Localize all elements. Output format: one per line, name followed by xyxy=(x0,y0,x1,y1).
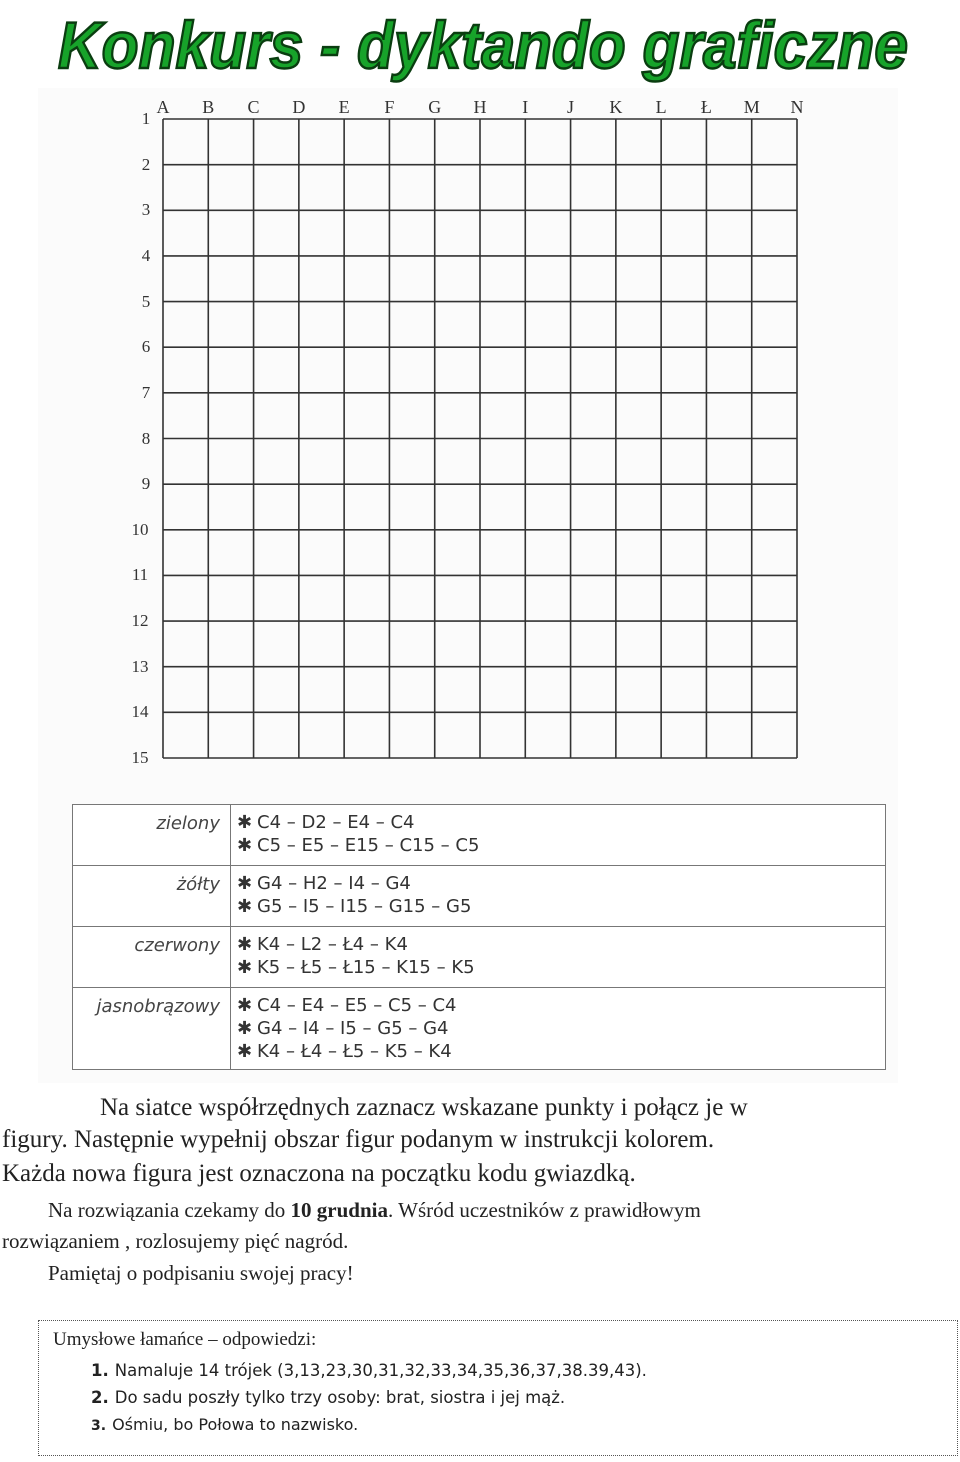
row-label: 13 xyxy=(131,656,149,676)
code-list xyxy=(237,933,475,979)
row-label: 12 xyxy=(131,611,149,631)
row-label: 14 xyxy=(131,702,149,722)
row-label: 2 xyxy=(141,154,151,174)
row-label: 1 xyxy=(141,109,151,128)
code-line: ✱ G4 – I4 – I5 – G5 – G4 xyxy=(237,1018,449,1039)
column-label: D xyxy=(292,97,306,117)
code-line: ✱ G5 – I5 – I15 – G15 – G5 xyxy=(237,896,472,917)
column-label: J xyxy=(567,97,575,117)
answer-item: 3. Ośmiu, bo Połowa to nazwisko. xyxy=(91,1415,359,1434)
column-label: N xyxy=(790,97,804,117)
paragraph-line: figury. Następnie wypełnij obszar figur podanym w instrukcji kolorem. xyxy=(2,1126,715,1153)
column-label: K xyxy=(609,97,623,117)
grid-lines xyxy=(163,119,797,758)
deadline-line: Na rozwiązania czekamy do 10 grudnia. Wśród uczestników z prawidłowym xyxy=(48,1198,701,1222)
star-icon: ✱ xyxy=(237,835,253,856)
row-label: 3 xyxy=(141,200,151,220)
column-label: Ł xyxy=(700,97,712,117)
code-list xyxy=(237,994,457,1063)
row-label: 4 xyxy=(141,245,151,265)
row-label: 10 xyxy=(131,519,149,539)
code-line: ✱ C5 – E5 – E15 – C15 – C5 xyxy=(237,835,480,856)
code-line: ✱ K5 – Ł5 – Ł15 – K15 – K5 xyxy=(237,957,475,978)
color-label: żółty xyxy=(73,866,231,926)
column-label: B xyxy=(202,97,215,117)
column-label: L xyxy=(655,97,667,117)
star-icon: ✱ xyxy=(237,934,253,955)
answers-box xyxy=(38,1320,958,1456)
code-list xyxy=(237,872,471,918)
answers-title: Umysłowe łamańce – odpowiedzi: xyxy=(53,1329,317,1350)
star-icon: ✱ xyxy=(237,873,253,894)
paragraph-line: Na siatce współrzędnych zaznacz wskazane punkty i połącz je w xyxy=(100,1094,748,1121)
color-label: czerwony xyxy=(73,927,231,987)
page-title: Konkurs - dyktando graficzne xyxy=(58,8,908,82)
star-icon: ✱ xyxy=(237,1041,253,1062)
instruction-table xyxy=(72,804,886,1070)
column-label: E xyxy=(338,97,350,117)
star-icon: ✱ xyxy=(237,957,253,978)
column-label: A xyxy=(156,97,170,117)
column-label: G xyxy=(428,97,442,117)
row-label: 7 xyxy=(141,382,151,402)
deadline-date: 10 grudnia xyxy=(290,1198,388,1222)
star-icon: ✱ xyxy=(237,812,253,833)
row-label: 6 xyxy=(141,337,151,357)
column-label: M xyxy=(743,97,760,117)
code-list xyxy=(237,811,479,857)
reminder-line: Pamiętaj o podpisaniu swojej pracy! xyxy=(48,1261,354,1285)
color-label: jasnobrązowy xyxy=(73,988,231,1069)
answer-item: 1. Namaluje 14 trójek (3,13,23,30,31,32,33,34,35,36,37,38.39,43). xyxy=(91,1361,647,1380)
instruction-row-yellow xyxy=(73,866,885,927)
color-label: zielony xyxy=(73,805,231,865)
star-icon: ✱ xyxy=(237,1018,253,1039)
paragraph-line: rozwiązaniem , rozlosujemy pięć nagród. xyxy=(2,1229,349,1253)
row-label: 8 xyxy=(141,428,151,448)
instruction-row-red xyxy=(73,927,885,988)
code-line: ✱ K4 – Ł4 – Ł5 – K5 – K4 xyxy=(237,1041,452,1062)
code-line: ✱ G4 – H2 – I4 – G4 xyxy=(237,873,411,894)
row-label: 5 xyxy=(141,291,151,311)
star-icon: ✱ xyxy=(237,896,253,917)
answer-item: 2. Do sadu poszły tylko trzy osoby: brat, siostra i jej mąż. xyxy=(91,1388,566,1407)
row-label: 11 xyxy=(131,565,149,585)
star-icon: ✱ xyxy=(237,995,253,1016)
column-label: C xyxy=(247,97,260,117)
code-line: ✱ C4 – D2 – E4 – C4 xyxy=(237,812,415,833)
column-label: H xyxy=(473,97,487,117)
paragraph-line: Każda nowa figura jest oznaczona na początku kodu gwiazdką. xyxy=(2,1160,636,1187)
row-label: 15 xyxy=(131,748,149,767)
instruction-row-brown xyxy=(73,988,885,1069)
code-line: ✱ C4 – E4 – E5 – C5 – C4 xyxy=(237,995,457,1016)
code-line: ✱ K4 – L2 – Ł4 – K4 xyxy=(237,934,408,955)
instruction-row-green xyxy=(73,805,885,866)
column-label: I xyxy=(522,97,529,117)
column-label: F xyxy=(384,97,395,117)
row-label: 9 xyxy=(141,474,151,494)
